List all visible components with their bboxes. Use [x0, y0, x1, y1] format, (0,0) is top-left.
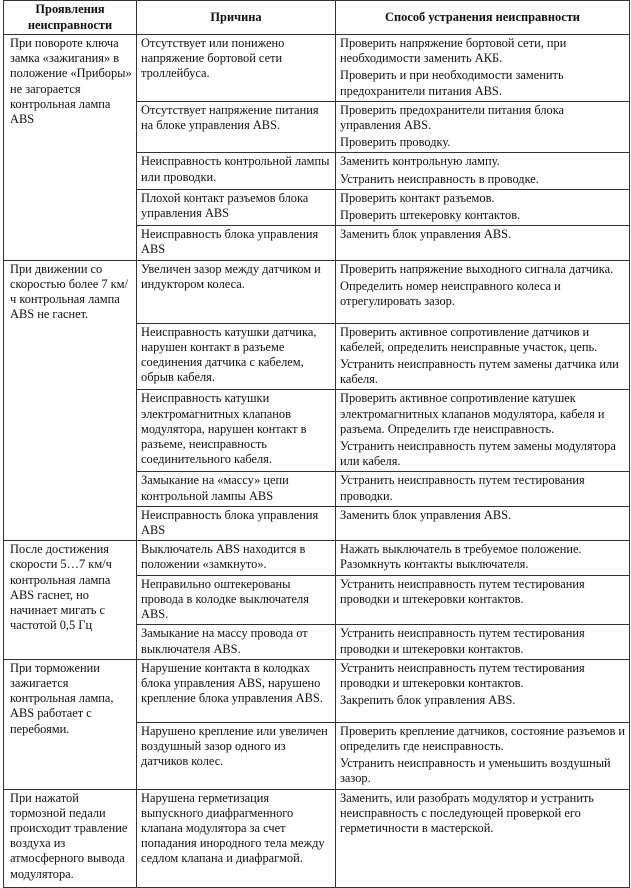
- remedy-text: Заменить блок управления ABS.: [340, 507, 512, 522]
- cause-cell: Неправильно оштекерованы провода в колодке выключателя ABS.: [137, 575, 336, 625]
- remedy-cell: [336, 472, 630, 506]
- remedy-text: Устранить неисправность путем тестирования проводки.: [340, 473, 585, 503]
- remedy-text: Нажать выключатель в требуемое положение. Разомкнуть контакты выключателя.: [340, 542, 582, 572]
- remedy-cell: [336, 541, 630, 575]
- remedy-cell: [336, 722, 630, 789]
- remedy-cell: [336, 323, 630, 390]
- remedy-cell: [336, 659, 630, 722]
- cause-cell: Нарушено крепление или увеличен воздушный зазор одного из датчиков колес.: [137, 722, 336, 789]
- remedy-cell: [336, 575, 630, 625]
- remedy-text: Проверить контакт разъемов.: [340, 190, 495, 205]
- cause-cell: Выключатель ABS находится в положении «замкнуто».: [137, 541, 336, 575]
- remedy-text: Устранить неисправность путем тестирования проводки и штекеровки контактов.: [340, 660, 585, 690]
- header-symptom: Проявления неисправности: [4, 1, 137, 35]
- fault-table: [3, 0, 630, 888]
- remedy-cell: [336, 789, 630, 887]
- symptom-cell: При нажатой тормозной педали происходит травление воздуха из атмосферного вывода модулятора.: [4, 789, 137, 887]
- table-row: [4, 659, 630, 722]
- remedy-text: Проверить проводку.: [340, 135, 451, 150]
- cause-cell: Неисправность катушки датчика, нарушен контакт в разъеме соединения датчика с кабелем, обрыв кабеля.: [137, 323, 336, 390]
- remedy-text: Определить номер неисправного колеса и отрегулировать зазор.: [340, 278, 561, 309]
- symptom-cell: При торможении зажигается контрольная лампа, ABS работает с перебоями.: [4, 659, 137, 789]
- cause-cell: Нарушение контакта в колодках блока управления ABS, нарушено крепление блока управления ABS.: [137, 659, 336, 722]
- header-remedy: Способ устранения неисправности: [336, 1, 630, 35]
- table-row: [4, 541, 630, 575]
- table-row: [4, 789, 630, 887]
- symptom-cell: После достижения скорости 5…7 км/ч контрольная лампа ABS гаснет, но начинает мигать с частотой 0,5 Гц: [4, 541, 137, 659]
- remedy-cell: [336, 625, 630, 659]
- remedy-cell: [336, 226, 630, 260]
- remedy-text: Устранить неисправность путем замены модулятора или кабеля.: [340, 439, 616, 469]
- remedy-text: Проверить штекеровку контактов.: [340, 208, 521, 223]
- cause-cell: Увеличен зазор между датчиком и индуктором колеса.: [137, 260, 336, 323]
- remedy-text: Проверить напряжение бортовой сети, при необходимости заменить АКБ.: [340, 36, 567, 66]
- cause-cell: Замыкание на «массу» цепи контрольной лампы ABS: [137, 472, 336, 506]
- remedy-text: Проверить активное сопротивление датчиков и кабелей, определить неисправные участок, цепь.: [340, 324, 598, 354]
- remedy-text: Заменить, или разобрать модулятор и устранить неисправность с последующей проверкой его герметичности в мастерской.: [340, 790, 594, 835]
- remedy-cell: [336, 153, 630, 189]
- table-row: [4, 35, 630, 102]
- cause-cell: Замыкание на массу провода от выключателя ABS.: [137, 625, 336, 659]
- remedy-text: Проверить крепление датчиков, состояние разъемов и определить где неисправность.: [340, 723, 626, 753]
- remedy-text: Устранить неисправность путем тестирования проводки и штекеровки контактов.: [340, 576, 585, 606]
- header-row: [4, 1, 630, 35]
- remedy-text: Закрепить блок управления ABS.: [340, 693, 516, 708]
- remedy-text: Устранить неисправность и уменьшить воздушный зазор.: [340, 756, 611, 786]
- remedy-text: Устранить неисправность путем тестирования проводки и штекеровки контактов.: [340, 626, 585, 656]
- remedy-text: Проверить предохранители питания блока управления ABS.: [340, 102, 565, 133]
- symptom-cell: При движении со скоростью более 7 км/ч контрольная лампа ABS не гаснет.: [4, 260, 137, 541]
- remedy-text: Устранить неисправность путем замены датчика или кабеля.: [340, 357, 619, 387]
- cause-cell: Плохой контакт разъемов блока управления ABS: [137, 189, 336, 225]
- remedy-text: Устранить неисправность в проводке.: [340, 171, 539, 186]
- remedy-text: Проверить напряжение выходного сигнала датчика.: [340, 261, 614, 276]
- cause-cell: Неисправность контрольной лампы или проводки.: [137, 153, 336, 189]
- cause-cell: Отсутствует напряжение питания на блоке управления ABS.: [137, 101, 336, 153]
- cause-cell: Неисправность блока управления ABS: [137, 226, 336, 260]
- cause-cell: Неисправность блока управления ABS: [137, 506, 336, 540]
- remedy-text: Проверить и при необходимости заменить предохранители питания ABS.: [340, 68, 564, 98]
- remedy-cell: [336, 506, 630, 540]
- cause-cell: Неисправность катушки электромагнитных клапанов модулятора, нарушен контакт в разъеме, неисправность соединительного кабеля.: [137, 390, 336, 472]
- remedy-text: Заменить блок управления ABS.: [340, 227, 512, 242]
- cause-cell: Нарушена герметизация выпускного диафрагменного клапана модулятора за счет попадания инородного тела между седлом клапана и диафрагмой.: [137, 789, 336, 887]
- remedy-cell: [336, 35, 630, 102]
- header-cause: Причина: [137, 1, 336, 35]
- cause-cell: Отсутствует или понижено напряжение бортовой сети троллейбуса.: [137, 35, 336, 102]
- remedy-cell: [336, 390, 630, 472]
- remedy-cell: [336, 189, 630, 225]
- symptom-cell: При повороте ключа замка «зажигания» в положение «Приборы» не загорается контрольная лампа ABS: [4, 35, 137, 261]
- remedy-text: Проверить активное сопротивление катушек электромагнитных клапанов модулятора, кабеля и разъема. Определить где неисправность.: [340, 391, 605, 436]
- table-row: [4, 260, 630, 323]
- remedy-cell: [336, 260, 630, 323]
- remedy-text: Заменить контрольную лампу.: [340, 154, 500, 169]
- remedy-cell: [336, 101, 630, 153]
